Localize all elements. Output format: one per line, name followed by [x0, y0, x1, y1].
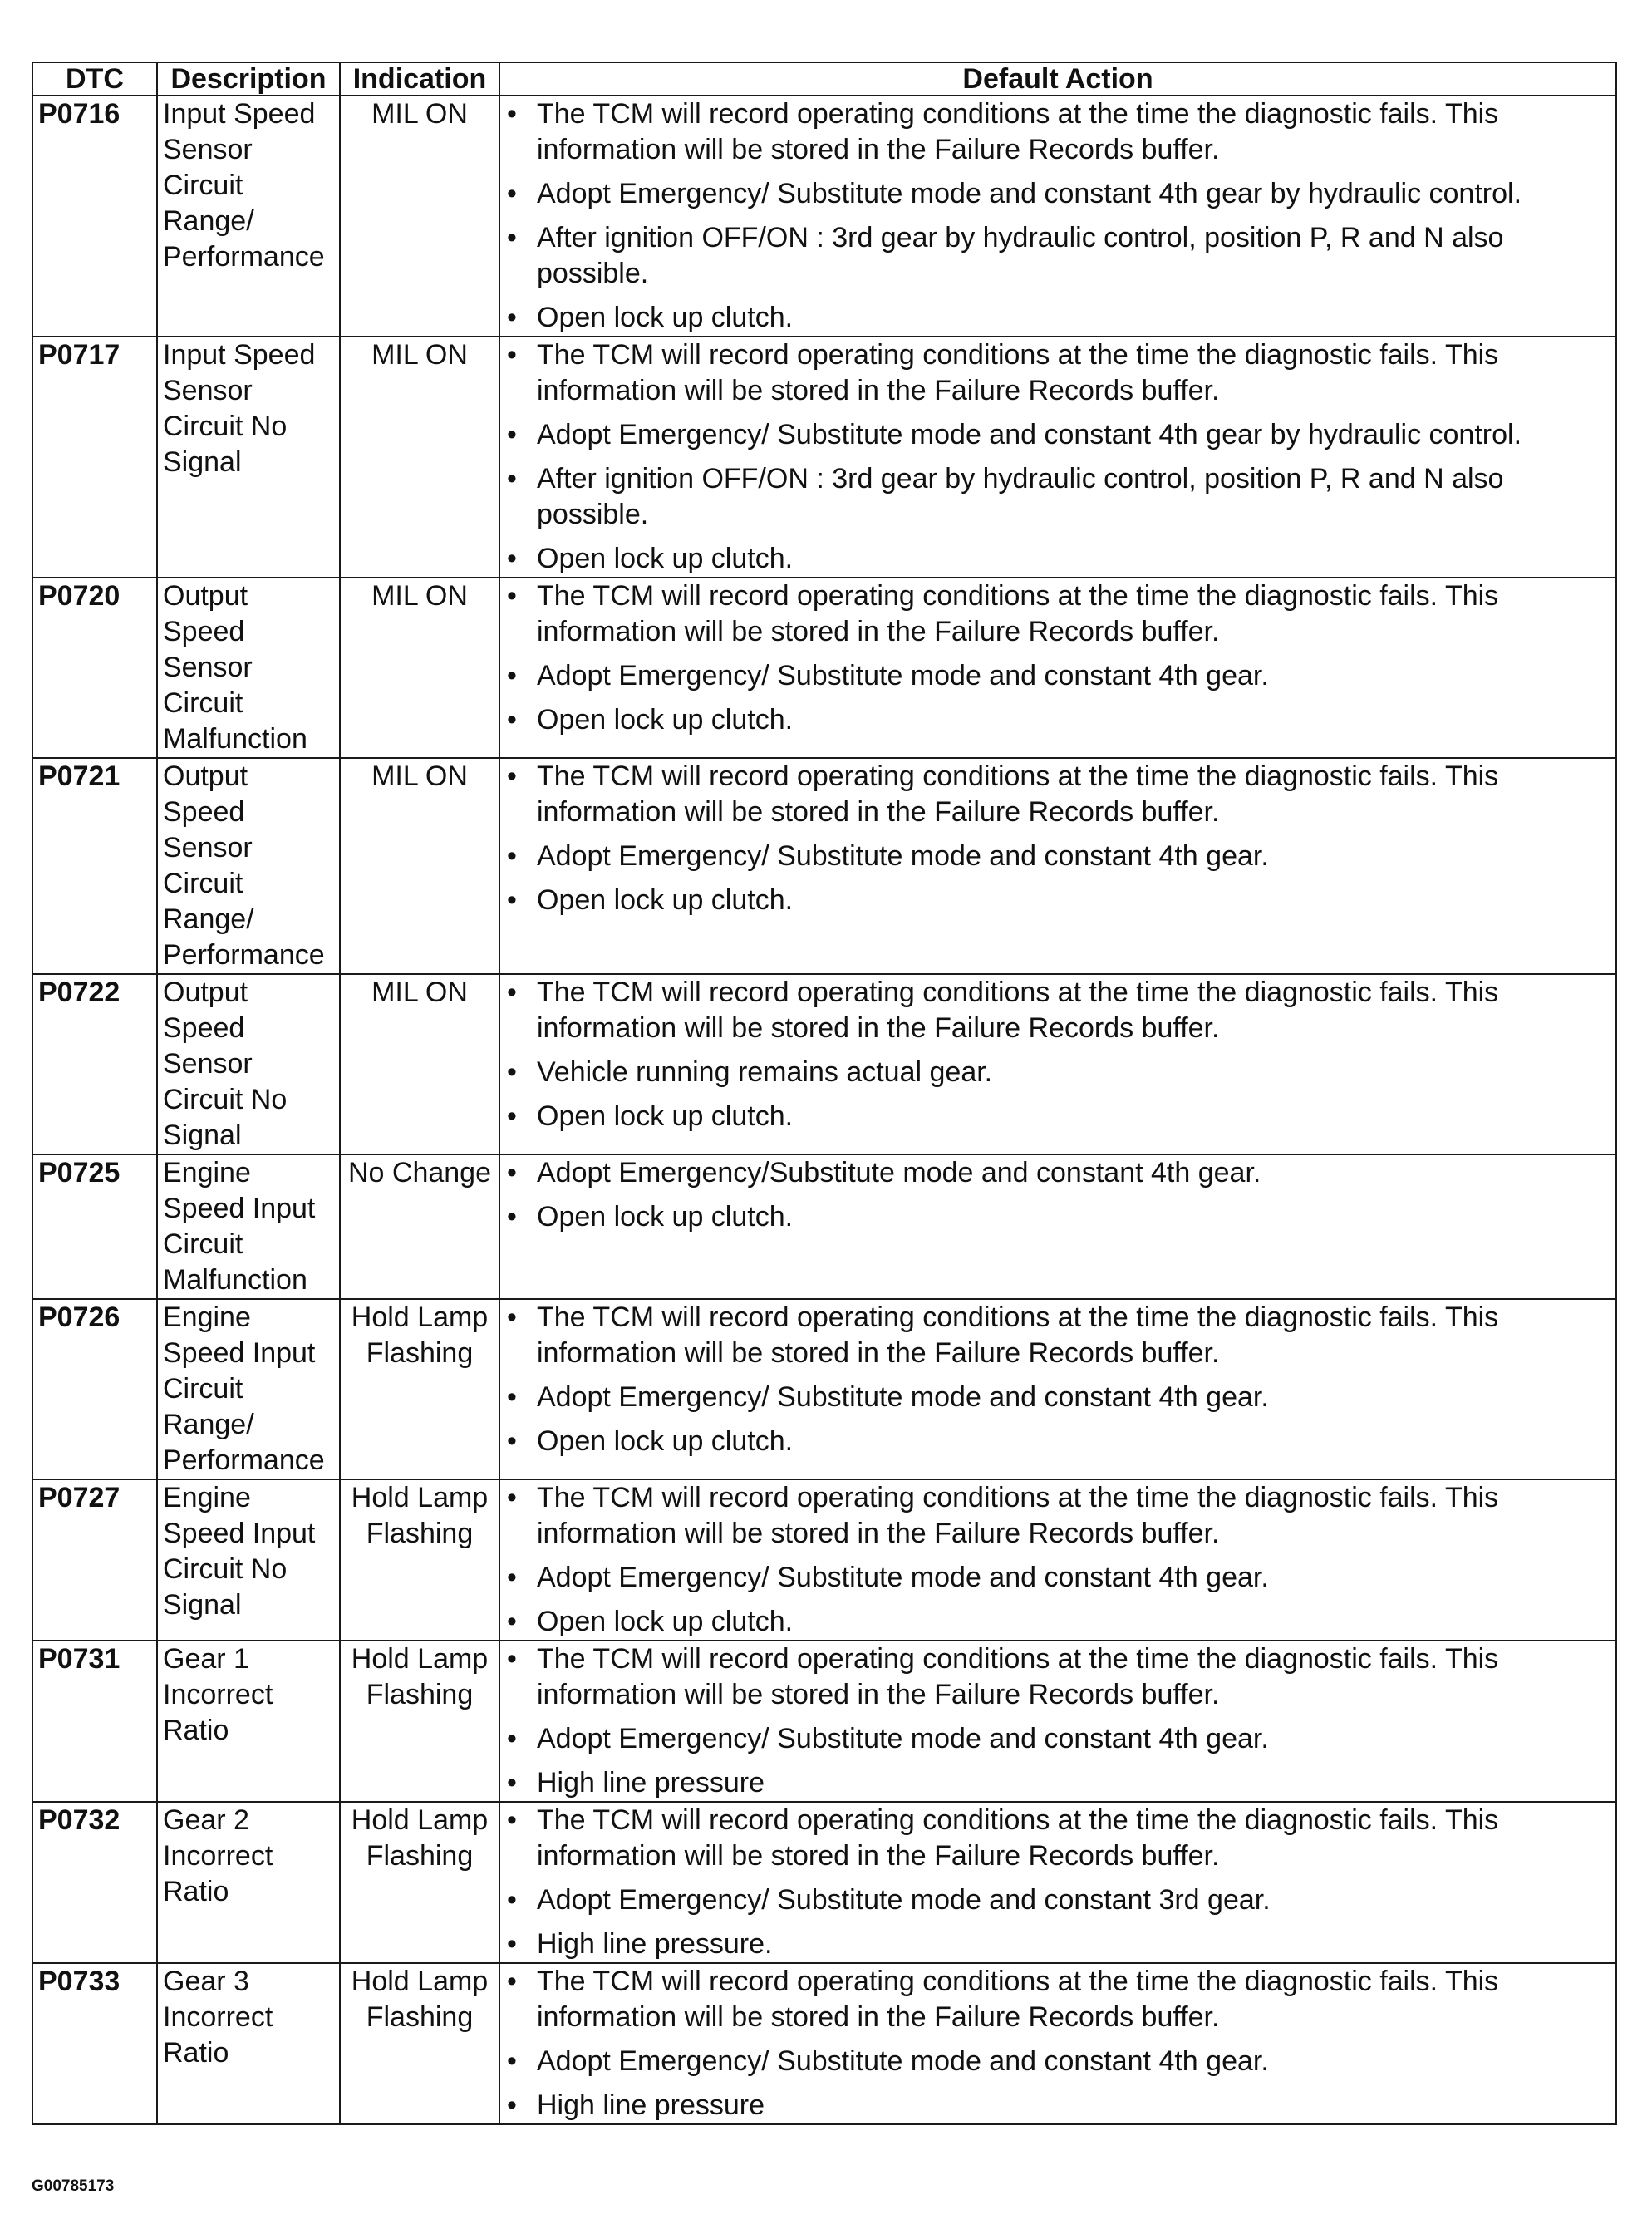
description-line: Output	[163, 760, 248, 792]
dtc-code: P0725	[32, 1154, 157, 1299]
description-line: Speed	[163, 796, 245, 828]
dtc-code: P0720	[32, 578, 157, 758]
table-row	[32, 1154, 1616, 1299]
dtc-code: P0727	[32, 1479, 157, 1641]
action-list	[505, 975, 1610, 1134]
table-row	[32, 1299, 1616, 1479]
description-line: Performance	[163, 1444, 325, 1476]
table-row	[32, 758, 1616, 974]
description-line: Performance	[163, 241, 325, 273]
table-row	[32, 96, 1616, 337]
description-line: Speed	[163, 616, 245, 647]
description-line: Sensor	[163, 832, 253, 864]
dtc-description	[157, 1641, 340, 1802]
action-item: • Adopt Emergency/ Substitute mode and constant 4th gear.	[505, 1560, 1610, 1596]
dtc-indication	[340, 1641, 499, 1802]
table-header-row	[32, 62, 1616, 96]
description-line: Speed	[163, 1012, 245, 1044]
action-item: • High line pressure.	[505, 1927, 1610, 1962]
description-line: Malfunction	[163, 1264, 307, 1296]
description-line: Sensor	[163, 652, 253, 683]
dtc-default-action	[499, 578, 1616, 758]
indication-line: Flashing	[366, 1337, 474, 1369]
description-line: Circuit	[163, 868, 243, 899]
description-line: Range/	[163, 205, 254, 237]
action-item: • Adopt Emergency/ Substitute mode and constant 4th gear.	[505, 1380, 1610, 1415]
action-list	[505, 1155, 1610, 1235]
dtc-description	[157, 96, 340, 337]
dtc-description	[157, 1963, 340, 2124]
dtc-indication	[340, 1154, 499, 1299]
dtc-description	[157, 1479, 340, 1641]
action-item: • The TCM will record operating conditions at the time the diagnostic fails. This information will be stored in the Failure Records buffer.	[505, 578, 1610, 650]
action-item: • The TCM will record operating conditions at the time the diagnostic fails. This information will be stored in the Failure Records buffer.	[505, 759, 1610, 830]
description-line: Incorrect	[163, 2001, 273, 2033]
dtc-default-action	[499, 1479, 1616, 1641]
table-row	[32, 1802, 1616, 1963]
description-line: Circuit No	[163, 411, 288, 442]
description-line: Input Speed	[163, 339, 316, 371]
header-default-action: Default Action	[499, 62, 1616, 96]
description-line: Range/	[163, 903, 254, 935]
indication-line: Flashing	[366, 1679, 474, 1710]
action-item: • Open lock up clutch.	[505, 541, 1610, 577]
dtc-indication	[340, 758, 499, 974]
dtc-indication	[340, 578, 499, 758]
table-row	[32, 1963, 1616, 2124]
dtc-description	[157, 578, 340, 758]
action-item: • Adopt Emergency/ Substitute mode and constant 4th gear.	[505, 2044, 1610, 2079]
description-line: Speed Input	[163, 1337, 316, 1369]
description-line: Circuit	[163, 1228, 243, 1260]
dtc-indication	[340, 974, 499, 1154]
dtc-indication	[340, 1299, 499, 1479]
dtc-default-action	[499, 1641, 1616, 1802]
header-indication: Indication	[340, 62, 499, 96]
dtc-default-action	[499, 337, 1616, 578]
dtc-default-action	[499, 974, 1616, 1154]
indication-line: Flashing	[366, 2001, 474, 2033]
indication-line: Hold Lamp	[351, 1643, 489, 1675]
header-dtc: DTC	[32, 62, 157, 96]
description-line: Gear 2	[163, 1804, 249, 1836]
action-item: • The TCM will record operating conditions at the time the diagnostic fails. This information will be stored in the Failure Records buffer.	[505, 1480, 1610, 1552]
dtc-code: P0731	[32, 1641, 157, 1802]
dtc-default-action	[499, 96, 1616, 337]
table-row	[32, 337, 1616, 578]
description-line: Output	[163, 580, 248, 612]
description-line: Ratio	[163, 1876, 229, 1907]
action-item: • Open lock up clutch.	[505, 1199, 1610, 1235]
dtc-indication	[340, 337, 499, 578]
action-item: • After ignition OFF/ON : 3rd gear by hydraulic control, position P, R and N also possible.	[505, 220, 1610, 292]
dtc-description	[157, 1299, 340, 1479]
table-row	[32, 1479, 1616, 1641]
dtc-code: P0721	[32, 758, 157, 974]
action-list	[505, 578, 1610, 738]
dtc-description	[157, 758, 340, 974]
dtc-code: P0722	[32, 974, 157, 1154]
action-item: • Adopt Emergency/ Substitute mode and constant 4th gear by hydraulic control.	[505, 176, 1610, 212]
description-line: Incorrect	[163, 1679, 273, 1710]
action-item: • Adopt Emergency/ Substitute mode and constant 4th gear.	[505, 839, 1610, 874]
description-line: Signal	[163, 446, 242, 478]
action-item: • Adopt Emergency/ Substitute mode and constant 4th gear by hydraulic control.	[505, 417, 1610, 453]
description-line: Speed Input	[163, 1193, 316, 1224]
action-item: • The TCM will record operating conditions at the time the diagnostic fails. This information will be stored in the Failure Records buffer.	[505, 1641, 1610, 1713]
indication-line: Hold Lamp	[351, 1966, 489, 1997]
description-line: Sensor	[163, 1048, 253, 1080]
action-item: • Open lock up clutch.	[505, 1099, 1610, 1134]
dtc-default-action	[499, 1963, 1616, 2124]
dtc-default-action	[499, 1802, 1616, 1963]
dtc-code: P0726	[32, 1299, 157, 1479]
description-line: Gear 3	[163, 1966, 249, 1997]
description-line: Ratio	[163, 2037, 229, 2069]
dtc-code: P0733	[32, 1963, 157, 2124]
action-item: • Adopt Emergency/Substitute mode and constant 4th gear.	[505, 1155, 1610, 1191]
action-item: • The TCM will record operating conditions at the time the diagnostic fails. This information will be stored in the Failure Records buffer.	[505, 1803, 1610, 1874]
dtc-description	[157, 1154, 340, 1299]
indication-line: No Change	[347, 1157, 491, 1188]
action-list	[505, 759, 1610, 918]
action-item: • High line pressure	[505, 2088, 1610, 2123]
action-item: • Open lock up clutch.	[505, 1604, 1610, 1640]
dtc-description	[157, 1802, 340, 1963]
action-item: • Adopt Emergency/ Substitute mode and constant 4th gear.	[505, 1721, 1610, 1757]
action-item: • The TCM will record operating conditions at the time the diagnostic fails. This information will be stored in the Failure Records buffer.	[505, 96, 1610, 168]
action-list	[505, 1964, 1610, 2123]
description-line: Circuit No	[163, 1084, 288, 1115]
description-line: Gear 1	[163, 1643, 249, 1675]
description-line: Range/	[163, 1409, 254, 1440]
indication-line: Flashing	[366, 1518, 474, 1549]
dtc-code: P0717	[32, 337, 157, 578]
dtc-description	[157, 974, 340, 1154]
dtc-code: P0732	[32, 1802, 157, 1963]
description-line: Engine	[163, 1157, 251, 1188]
indication-line: MIL ON	[371, 339, 468, 371]
description-line: Engine	[163, 1482, 251, 1513]
dtc-indication	[340, 1479, 499, 1641]
description-line: Incorrect	[163, 1840, 273, 1872]
action-item: • After ignition OFF/ON : 3rd gear by hydraulic control, position P, R and N also possible.	[505, 461, 1610, 533]
indication-line: Hold Lamp	[351, 1482, 489, 1513]
description-line: Sensor	[163, 375, 253, 406]
indication-line: MIL ON	[371, 760, 468, 792]
description-line: Ratio	[163, 1715, 229, 1746]
description-line: Sensor	[163, 134, 253, 165]
action-item: • Open lock up clutch.	[505, 883, 1610, 918]
action-list	[505, 1803, 1610, 1962]
action-item: • High line pressure	[505, 1765, 1610, 1801]
figure-id: G00785173	[32, 2177, 115, 2195]
description-line: Circuit No	[163, 1553, 288, 1585]
action-list	[505, 337, 1610, 577]
description-line: Circuit	[163, 170, 243, 201]
action-item: • The TCM will record operating conditions at the time the diagnostic fails. This information will be stored in the Failure Records buffer.	[505, 1300, 1610, 1371]
description-line: Engine	[163, 1302, 251, 1333]
table-row	[32, 974, 1616, 1154]
dtc-indication	[340, 1802, 499, 1963]
dtc-table	[32, 62, 1617, 2125]
description-line: Signal	[163, 1589, 242, 1621]
dtc-default-action	[499, 758, 1616, 974]
action-item: • The TCM will record operating conditions at the time the diagnostic fails. This information will be stored in the Failure Records buffer.	[505, 1964, 1610, 2035]
dtc-indication	[340, 1963, 499, 2124]
header-description: Description	[157, 62, 340, 96]
action-list	[505, 1480, 1610, 1640]
action-item: • Vehicle running remains actual gear.	[505, 1055, 1610, 1090]
action-list	[505, 1641, 1610, 1801]
action-list	[505, 96, 1610, 336]
dtc-default-action	[499, 1154, 1616, 1299]
table-row	[32, 578, 1616, 758]
action-list	[505, 1300, 1610, 1459]
dtc-indication	[340, 96, 499, 337]
indication-line: MIL ON	[371, 98, 468, 130]
table-body	[32, 96, 1616, 2124]
action-item: • Open lock up clutch.	[505, 1424, 1610, 1459]
description-line: Input Speed	[163, 98, 316, 130]
description-line: Output	[163, 977, 248, 1008]
dtc-code: P0716	[32, 96, 157, 337]
action-item: • The TCM will record operating conditions at the time the diagnostic fails. This information will be stored in the Failure Records buffer.	[505, 975, 1610, 1046]
indication-line: MIL ON	[371, 580, 468, 612]
table-row	[32, 1641, 1616, 1802]
description-line: Malfunction	[163, 723, 307, 755]
description-line: Speed Input	[163, 1518, 316, 1549]
action-item: • Adopt Emergency/ Substitute mode and constant 3rd gear.	[505, 1882, 1610, 1918]
action-item: • Open lock up clutch.	[505, 300, 1610, 336]
indication-line: Hold Lamp	[351, 1804, 489, 1836]
description-line: Signal	[163, 1120, 242, 1151]
indication-line: Flashing	[366, 1840, 474, 1872]
action-item: • Adopt Emergency/ Substitute mode and constant 4th gear.	[505, 658, 1610, 694]
indication-line: Hold Lamp	[351, 1302, 489, 1333]
indication-line: MIL ON	[371, 977, 468, 1008]
action-item: • The TCM will record operating conditions at the time the diagnostic fails. This information will be stored in the Failure Records buffer.	[505, 337, 1610, 409]
dtc-default-action	[499, 1299, 1616, 1479]
description-line: Performance	[163, 939, 325, 971]
description-line: Circuit	[163, 1373, 243, 1405]
description-line: Circuit	[163, 687, 243, 719]
action-item: • Open lock up clutch.	[505, 702, 1610, 738]
dtc-description	[157, 337, 340, 578]
